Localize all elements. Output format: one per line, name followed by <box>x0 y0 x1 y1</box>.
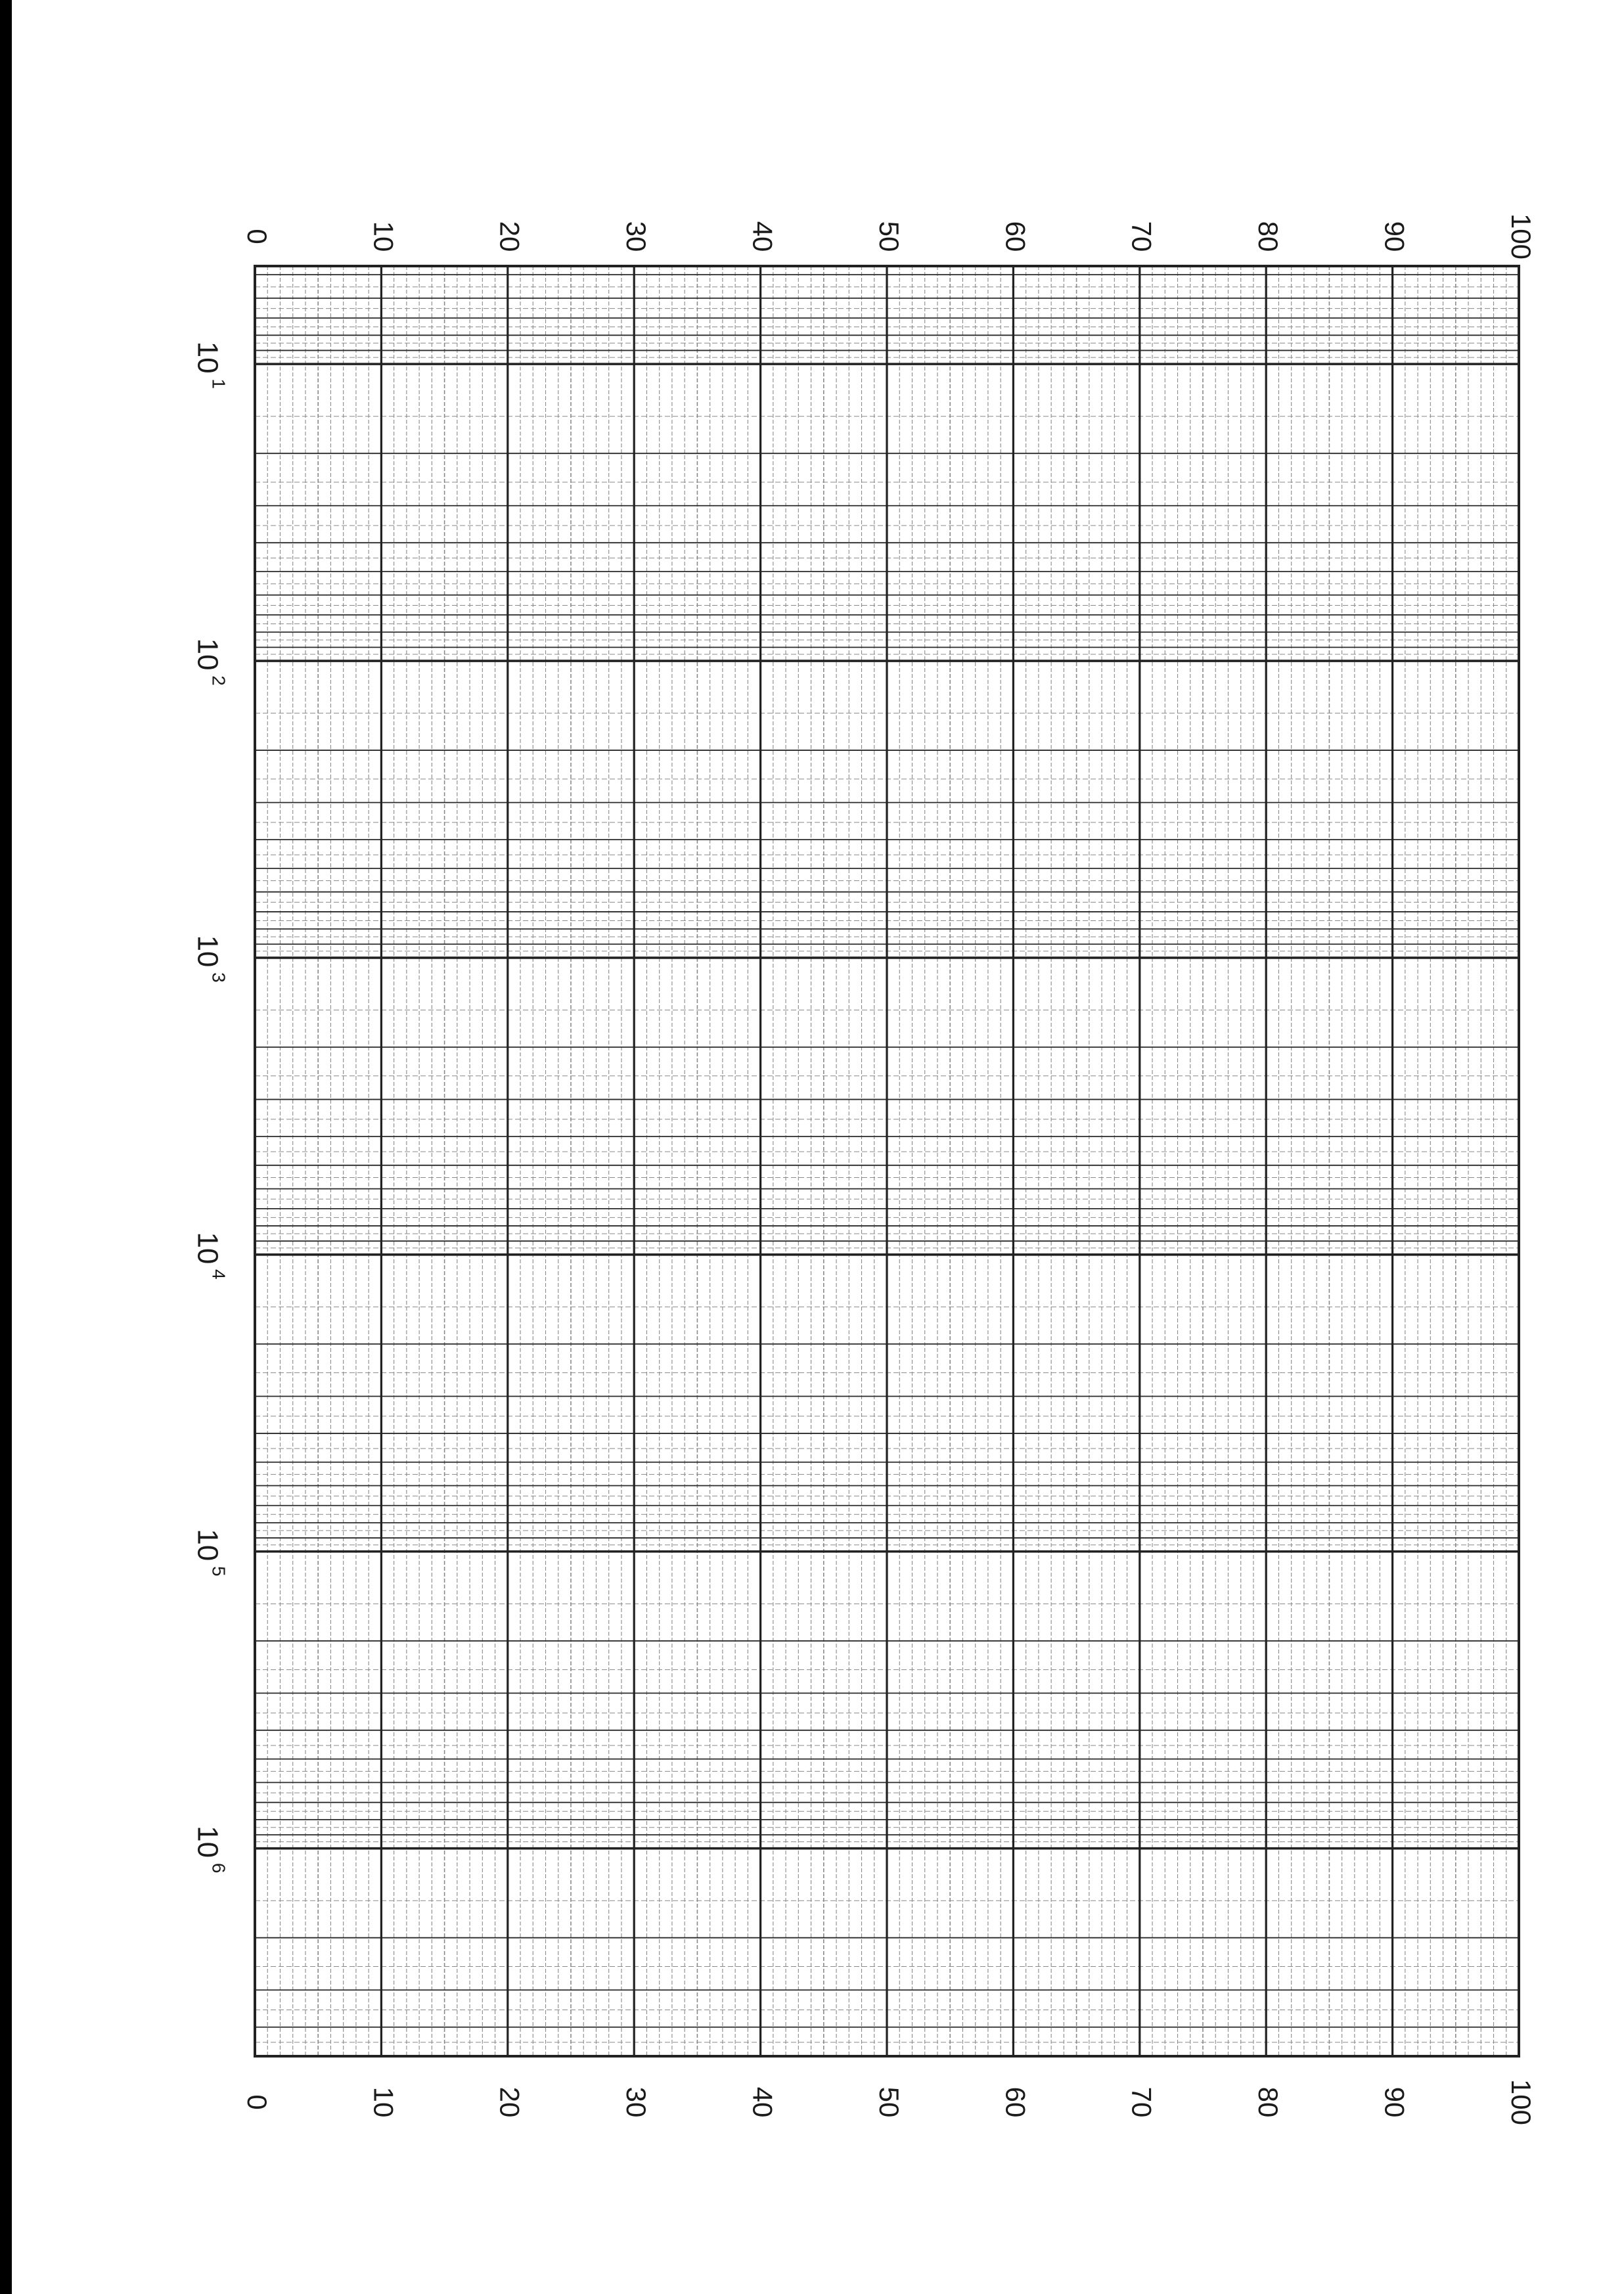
bottom-tick-label-100: 100 <box>1505 2079 1537 2126</box>
top-tick-label-90: 90 <box>1379 221 1410 252</box>
top-tick-label-40: 40 <box>747 221 778 252</box>
top-tick-label-10: 10 <box>368 221 399 252</box>
top-tick-label-60: 60 <box>1000 221 1031 252</box>
bottom-linear-axis-labels <box>242 2079 1537 2125</box>
decade-base: 10 <box>191 638 224 671</box>
top-tick-label-0: 0 <box>241 229 273 244</box>
top-tick-label-30: 30 <box>621 221 652 252</box>
top-tick-label-50: 50 <box>873 221 905 252</box>
bottom-tick-label-70: 70 <box>1126 2086 1158 2118</box>
decade-base: 10 <box>191 1826 224 1858</box>
bottom-tick-label-0: 0 <box>241 2094 273 2110</box>
decade-base: 10 <box>191 1232 224 1265</box>
decade-exponent: 1 <box>208 378 229 389</box>
bottom-tick-label-20: 20 <box>494 2086 526 2118</box>
decade-label-10-6 <box>191 1826 229 1873</box>
top-linear-axis-labels <box>242 214 1537 259</box>
bottom-tick-label-60: 60 <box>1000 2086 1031 2118</box>
bottom-tick-label-30: 30 <box>621 2086 652 2118</box>
top-tick-label-80: 80 <box>1253 221 1284 252</box>
decade-exponent: 4 <box>208 1269 229 1280</box>
decade-label-10-3 <box>191 935 229 982</box>
decade-label-10-4 <box>191 1232 229 1279</box>
decade-base: 10 <box>191 341 224 374</box>
decade-label-10-2 <box>191 639 229 686</box>
top-tick-label-100: 100 <box>1505 213 1537 260</box>
top-tick-label-20: 20 <box>494 221 526 252</box>
decade-label-10-5 <box>191 1529 229 1576</box>
decade-label-10-1 <box>191 342 229 389</box>
decade-exponent: 2 <box>208 675 229 686</box>
decade-exponent: 5 <box>208 1565 229 1577</box>
bottom-tick-label-10: 10 <box>368 2086 399 2118</box>
bottom-tick-label-80: 80 <box>1253 2086 1284 2118</box>
bottom-tick-label-50: 50 <box>873 2086 905 2118</box>
bottom-tick-label-40: 40 <box>747 2086 778 2118</box>
decade-exponent: 3 <box>208 972 229 983</box>
decade-exponent: 6 <box>208 1862 229 1874</box>
bottom-tick-label-90: 90 <box>1379 2086 1410 2118</box>
log-axis-decade-labels <box>191 342 229 1874</box>
decade-base: 10 <box>191 1529 224 1562</box>
decade-base: 10 <box>191 935 224 968</box>
top-tick-label-70: 70 <box>1126 221 1158 252</box>
